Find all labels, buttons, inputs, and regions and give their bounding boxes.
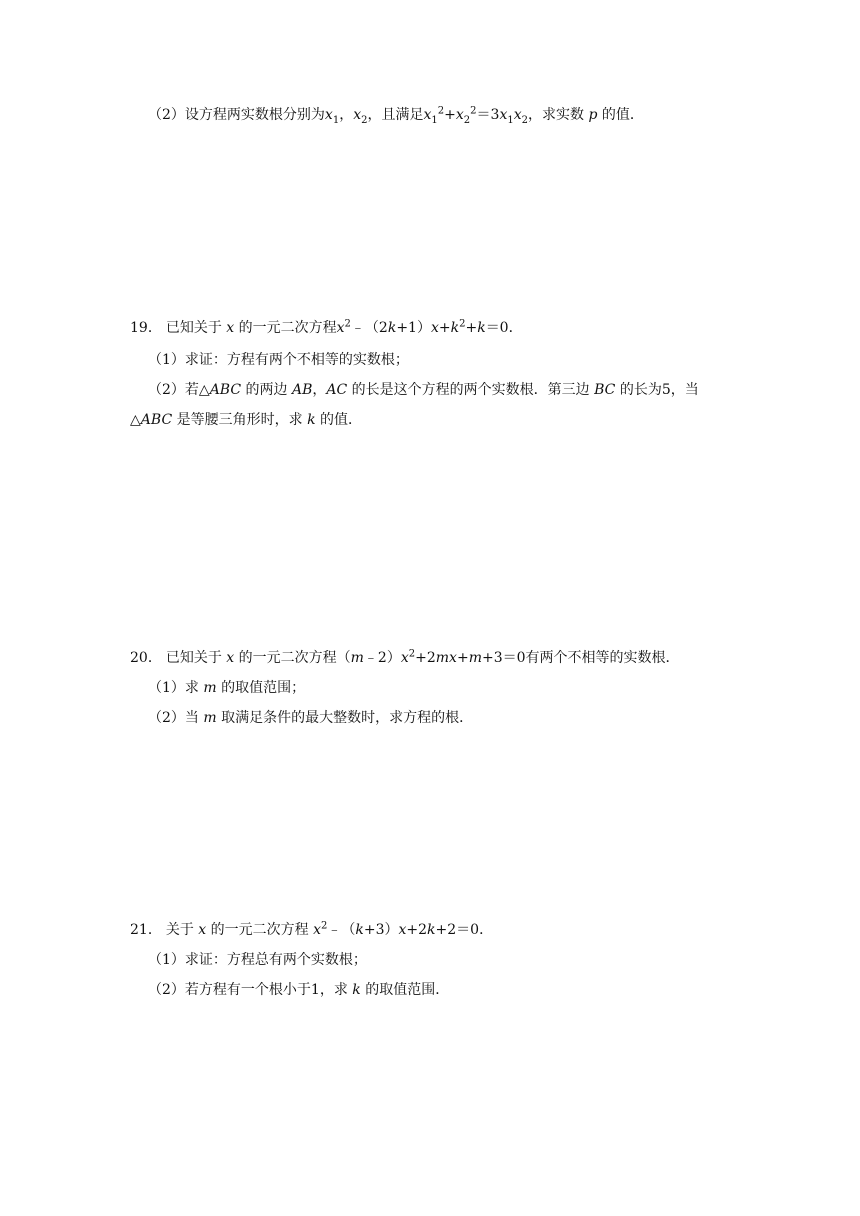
superscript: 2 [470, 105, 477, 117]
subscript: 1 [507, 114, 514, 126]
text: +1） [396, 320, 431, 336]
text: （1）求证：方程总有两个实数根； [148, 952, 367, 968]
text: ﹣2） [363, 650, 401, 666]
var-m: m [203, 680, 217, 696]
var-x: x [449, 650, 457, 666]
q20-part2 [148, 708, 473, 728]
text: 关于 [165, 922, 194, 938]
text: （2）若△ [148, 382, 210, 398]
var-bc: BC [594, 382, 616, 398]
text: 的一元二次方程 [210, 922, 309, 938]
var-k: k [307, 412, 316, 428]
var-k: k [450, 320, 460, 336]
q20-stem [130, 648, 680, 668]
q19-part1 [148, 350, 409, 370]
q21-part1 [148, 950, 367, 970]
var-abc: ABC [209, 382, 242, 398]
var-ac: AC [326, 382, 348, 398]
text: +2＝0． [435, 922, 494, 938]
var-k: k [387, 320, 397, 336]
text: （1）求证：方程有两个不相等的实数根； [148, 352, 409, 368]
text: 的值． [601, 107, 644, 123]
subscript: 2 [521, 114, 529, 126]
superscript: 2 [408, 648, 416, 660]
text: ， [312, 382, 327, 398]
text: +3） [363, 922, 399, 938]
text: 已知关于 [165, 650, 222, 666]
superscript: 2 [459, 318, 466, 330]
text: 的取值范围． [365, 982, 450, 998]
var-x: x [226, 650, 235, 666]
var-k: k [355, 922, 364, 938]
text: 的取值范围； [221, 680, 306, 696]
var-x: x [513, 107, 522, 123]
q19-stem [130, 318, 523, 338]
text: ﹣（ [327, 922, 356, 938]
var-ab: AB [291, 382, 313, 398]
var-m: m [435, 650, 450, 666]
text: △ [130, 412, 141, 428]
var-m: m [203, 710, 217, 726]
text: 取满足条件的最大整数时，求方程的根． [221, 710, 474, 726]
var-x: x [430, 320, 439, 336]
var-k: k [477, 320, 486, 336]
var-x: x [324, 107, 333, 123]
text: ，且满足 [367, 107, 424, 123]
var-x: x [398, 922, 407, 938]
text: + [465, 320, 478, 336]
text: +2 [406, 922, 428, 938]
var-p: p [588, 107, 598, 123]
text: +3＝0有两个不相等的实数根． [481, 650, 680, 666]
var-abc: ABC [140, 412, 173, 428]
var-k: k [352, 982, 361, 998]
text: 的两边 [245, 382, 288, 398]
q19-part2 [148, 380, 699, 400]
text: + [456, 650, 469, 666]
var-m: m [468, 650, 482, 666]
text: 的长是这个方程的两个实数根．第三边 [351, 382, 590, 398]
q18-part2-line [148, 105, 644, 125]
text: 的一元二次方程（ [238, 650, 351, 666]
q19-part2-cont [130, 410, 362, 430]
var-x: x [353, 107, 362, 123]
superscript: 2 [321, 920, 328, 932]
text: +2 [415, 650, 436, 666]
text: （1）求 [148, 680, 199, 696]
var-k: k [427, 922, 436, 938]
question-number: 20． [130, 650, 162, 666]
subscript: 1 [431, 114, 438, 126]
text: 的长为5，当 [619, 382, 699, 398]
var-x: x [423, 107, 432, 123]
q20-part1 [148, 678, 305, 698]
var-x: x [313, 922, 321, 938]
text: + [444, 107, 456, 123]
text: ＝3 [476, 107, 500, 123]
text: 已知关于 [165, 320, 222, 336]
subscript: 2 [463, 114, 471, 126]
q21-stem [130, 920, 493, 940]
text: 是等腰三角形时，求 [176, 412, 303, 428]
q21-part2 [148, 980, 449, 1000]
text: ， [339, 107, 354, 123]
var-x: x [499, 107, 508, 123]
text: ﹣（2 [350, 320, 388, 336]
text: 的值． [320, 412, 362, 428]
text: ，求实数 [528, 107, 585, 123]
part-label: （2） [148, 107, 185, 123]
var-x: x [198, 922, 207, 938]
text: + [438, 320, 451, 336]
superscript: 2 [437, 105, 445, 117]
question-number: 19． [130, 320, 162, 336]
subscript: 2 [361, 114, 368, 126]
subscript: 1 [332, 114, 340, 126]
question-number: 21． [130, 922, 162, 938]
text: 设方程两实数根分别为 [184, 107, 325, 123]
var-x: x [455, 107, 464, 123]
var-m: m [350, 650, 364, 666]
var-x: x [226, 320, 235, 336]
superscript: 2 [344, 318, 351, 330]
text: 的一元二次方程 [238, 320, 337, 336]
var-x: x [336, 320, 345, 336]
text: （2）若方程有一个根小于1，求 [148, 982, 348, 998]
var-x: x [400, 650, 409, 666]
text: ＝0． [485, 320, 523, 336]
text: （2）当 [148, 710, 199, 726]
